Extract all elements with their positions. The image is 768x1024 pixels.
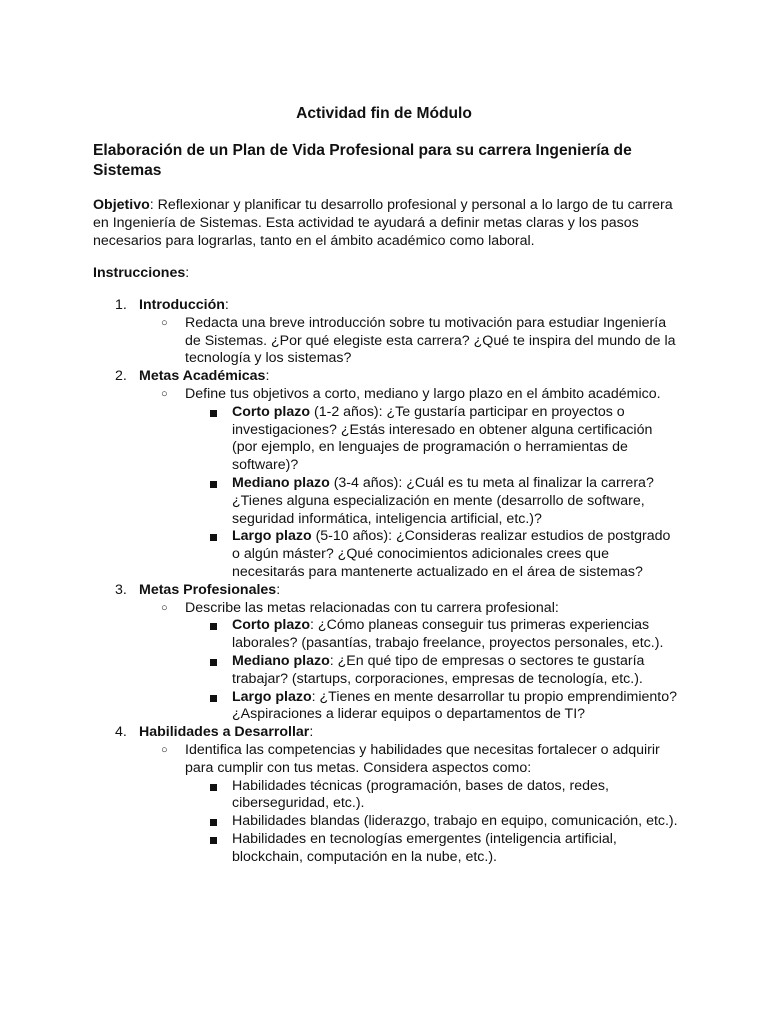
detail-label: Largo plazo [232,688,312,705]
detail-label: Corto plazo [232,617,311,634]
instructions-list [0,297,768,867]
square-bullet-icon [210,837,217,844]
square-bullet-icon [210,410,217,417]
subpoint-text: Describe las metas relacionadas con tu carrera profesional: [185,599,559,616]
square-bullet-icon [210,784,217,791]
document-subtitle: Elaboración de un Plan de Vida Profesional para su carrera Ingeniería de Sistemas [93,142,632,179]
section-label: Metas Académicas [139,368,266,385]
list-item-detail [0,813,678,831]
detail-text: Habilidades blandas (liderazgo, trabajo en equipo, comunicación, etc.). [232,813,678,830]
list-item-detail [0,528,678,581]
list-item-subpoint [0,600,679,618]
list-item-section: 4. Habilidades a Desarrollar: [115,724,314,741]
subpoint-text: Identifica las competencias y habilidades que necesitas fortalecer o adquirir para cumplir con tus metas. Considera aspectos como: [185,741,660,776]
detail-text: : ¿Tienes en mente desarrollar tu propio emprendimiento? ¿Aspiraciones a liderar equipos o departamentos de TI? [232,688,678,723]
list-item-subpoint [0,742,679,778]
square-bullet-icon [210,623,217,630]
detail-text: Habilidades técnicas (programación, bases de datos, redes, ciberseguridad, etc.). [232,777,609,812]
list-number: 4. [115,724,127,741]
circle-bullet-icon: ○ [161,387,168,400]
list-number: 1. [115,297,127,313]
square-bullet-icon [210,819,217,826]
subpoint-text: Redacta una breve introducción sobre tu motivación para estudiar Ingeniería de Sistemas. ¿Por qué elegiste esta carrera? ¿Qué te inspira del mundo de la tecnología y los sistemas? [185,314,676,367]
list-item-section: 1. Introducción: [115,297,229,313]
list-item-detail [0,653,678,689]
list-item-detail [0,617,678,653]
objective-text: : Reflexionar y planificar tu desarrollo profesional y personal a lo largo de tu carrera en Ingeniería de Sistemas. Esta actividad te ayudará a definir metas claras y los pasos necesarios para lograrlas, tanto en el ámbito académico como laboral. [93,197,673,249]
detail-label: Mediano plazo [232,474,330,491]
objective-label: Objetivo [93,197,150,213]
list-item-subpoint [0,315,679,368]
circle-bullet-icon: ○ [161,316,168,329]
circle-bullet-icon: ○ [161,601,168,614]
list-item-detail [0,404,678,475]
list-item-subpoint [0,386,679,404]
instructions-label: Instrucciones [93,265,186,281]
detail-text: (3-4 años): ¿Cuál es tu meta al finalizar la carrera? ¿Tienes alguna especialización en mente (desarrollo de software, seguridad informática, inteligencia artificial, etc.)? [232,474,654,527]
detail-text: (1-2 años): ¿Te gustaría participar en proyectos o investigaciones? ¿Estás interesado en obtener alguna certificación (por ejemplo, en lenguajes de programación o herramientas de software)? [232,403,653,474]
detail-text: (5-10 años): ¿Consideras realizar estudios de postgrado o algún máster? ¿Qué conocimientos adicionales crees que necesitarás para mantenerte actualizado en el área de sistemas? [232,528,671,580]
detail-text: : ¿Cómo planeas conseguir tus primeras experiencias laborales? (pasantías, trabajo freelance, proyectos personales, etc.). [232,617,664,652]
square-bullet-icon [210,695,217,702]
section-label: Introducción [139,297,225,313]
instructions-heading: Instrucciones: [93,265,190,281]
subpoint-text: Define tus objetivos a corto, mediano y largo plazo en el ámbito académico. [185,385,661,402]
list-item-detail [0,831,678,867]
list-item-section: 3. Metas Profesionales: [115,581,281,598]
circle-bullet-icon: ○ [161,743,168,756]
detail-text: Habilidades en tecnologías emergentes (inteligencia artificial, blockchain, computación en la nube, etc.). [232,830,617,865]
list-number: 2. [115,368,127,385]
objective-paragraph [93,197,683,250]
list-item-detail [0,689,678,725]
detail-text: : ¿En qué tipo de empresas o sectores te gustaría trabajar? (startups, corporaciones, empresas de tecnología, etc.). [232,652,645,687]
detail-label: Largo plazo [232,528,312,545]
section-label: Habilidades a Desarrollar [139,724,310,741]
list-item-section: 2. Metas Académicas: [115,368,270,385]
detail-label: Corto plazo [232,403,311,420]
square-bullet-icon [210,659,217,666]
document-title: Actividad fin de Módulo [296,105,472,122]
list-number: 3. [115,581,127,598]
square-bullet-icon [210,534,217,541]
list-item-detail [0,778,678,814]
square-bullet-icon [210,481,217,488]
detail-label: Mediano plazo [232,652,330,669]
list-item-detail [0,475,678,528]
section-label: Metas Profesionales [139,581,277,598]
